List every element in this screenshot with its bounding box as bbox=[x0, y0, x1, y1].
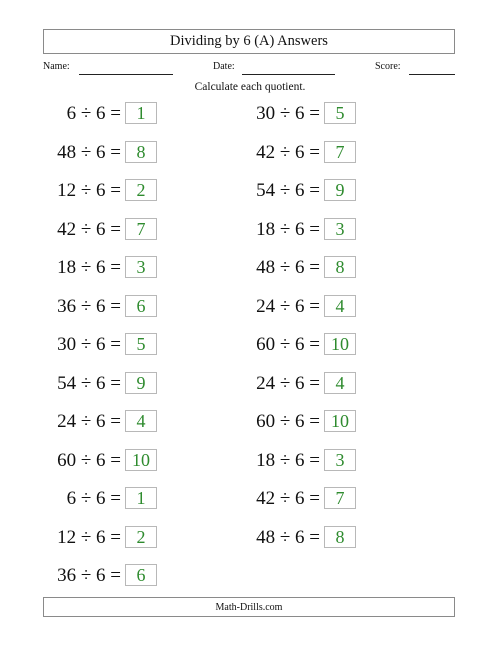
name-line bbox=[79, 74, 173, 75]
problem-expression: 6 ÷ 6 = bbox=[66, 488, 121, 509]
answer-box: 4 bbox=[324, 295, 356, 317]
problem-expression: 18 ÷ 6 = bbox=[256, 218, 320, 240]
answer-box: 9 bbox=[125, 372, 157, 394]
problem-item bbox=[0, 255, 320, 280]
answer-box: 9 bbox=[324, 179, 356, 201]
answer-box: 1 bbox=[125, 487, 157, 509]
date-label: Date: bbox=[213, 61, 235, 72]
answer-box: 7 bbox=[324, 141, 356, 163]
problem-expression: 42 ÷ 6 = bbox=[256, 141, 320, 163]
problem-expression: 36 ÷ 6 = bbox=[57, 295, 121, 317]
problem-expression: 48 ÷ 6 = bbox=[256, 257, 320, 278]
problem-item bbox=[0, 332, 320, 357]
answer-box: 3 bbox=[125, 256, 157, 278]
answer-box: 8 bbox=[324, 256, 356, 278]
date-line bbox=[242, 74, 335, 75]
answer-box: 4 bbox=[324, 372, 356, 394]
problem-item bbox=[0, 448, 320, 473]
problem-expression: 30 ÷ 6 = bbox=[256, 103, 320, 124]
problem-expression: 48 ÷ 6 = bbox=[256, 526, 320, 548]
answer-box: 8 bbox=[125, 141, 157, 163]
answer-box: 6 bbox=[125, 295, 157, 317]
problem-expression: 60 ÷ 6 = bbox=[256, 334, 320, 355]
problem-expression: 30 ÷ 6 = bbox=[57, 334, 121, 355]
problem-item bbox=[0, 409, 320, 434]
problem-expression: 24 ÷ 6 = bbox=[256, 295, 320, 317]
score-label: Score: bbox=[375, 61, 401, 72]
answer-box: 4 bbox=[125, 410, 157, 432]
answer-box: 2 bbox=[125, 179, 157, 201]
answer-box: 7 bbox=[125, 218, 157, 240]
answer-box: 5 bbox=[324, 102, 356, 124]
problem-item bbox=[0, 486, 320, 511]
problem-expression: 18 ÷ 6 = bbox=[57, 257, 121, 278]
problem-expression: 48 ÷ 6 = bbox=[57, 141, 121, 163]
answer-box: 2 bbox=[125, 526, 157, 548]
answer-box: 10 bbox=[324, 333, 356, 355]
answer-box: 5 bbox=[125, 333, 157, 355]
problem-expression: 6 ÷ 6 = bbox=[66, 103, 121, 124]
problem-expression: 54 ÷ 6 = bbox=[57, 372, 121, 394]
problem-item bbox=[0, 140, 320, 165]
answer-box: 3 bbox=[324, 218, 356, 240]
problem-expression: 42 ÷ 6 = bbox=[256, 488, 320, 509]
problem-item bbox=[0, 525, 320, 550]
answer-box: 7 bbox=[324, 487, 356, 509]
problem-item bbox=[0, 178, 320, 203]
problem-expression: 36 ÷ 6 = bbox=[57, 565, 121, 586]
instructions: Calculate each quotient. bbox=[194, 81, 306, 93]
answer-box: 10 bbox=[324, 410, 356, 432]
problem-item bbox=[0, 294, 320, 319]
problem-expression: 24 ÷ 6 = bbox=[57, 411, 121, 432]
answer-box: 8 bbox=[324, 526, 356, 548]
score-line bbox=[409, 74, 455, 75]
problem-expression: 12 ÷ 6 = bbox=[57, 526, 121, 548]
problem-expression: 24 ÷ 6 = bbox=[256, 372, 320, 394]
problem-expression: 18 ÷ 6 = bbox=[256, 449, 320, 471]
problem-item bbox=[0, 371, 320, 396]
problem-item bbox=[0, 217, 320, 242]
answer-box: 10 bbox=[125, 449, 157, 471]
problem-item bbox=[0, 101, 320, 126]
answer-box: 6 bbox=[125, 564, 157, 586]
answer-box: 3 bbox=[324, 449, 356, 471]
problem-expression: 54 ÷ 6 = bbox=[256, 180, 320, 201]
problem-expression: 12 ÷ 6 = bbox=[57, 180, 121, 201]
worksheet-title: Dividing by 6 (A) Answers bbox=[43, 29, 455, 54]
problem-expression: 60 ÷ 6 = bbox=[256, 411, 320, 432]
problem-expression: 42 ÷ 6 = bbox=[57, 218, 121, 240]
problem-item bbox=[0, 563, 121, 588]
answer-box: 1 bbox=[125, 102, 157, 124]
name-label: Name: bbox=[43, 61, 70, 72]
problem-expression: 60 ÷ 6 = bbox=[57, 449, 121, 471]
footer: Math-Drills.com bbox=[43, 597, 455, 617]
student-info-row bbox=[0, 61, 500, 79]
